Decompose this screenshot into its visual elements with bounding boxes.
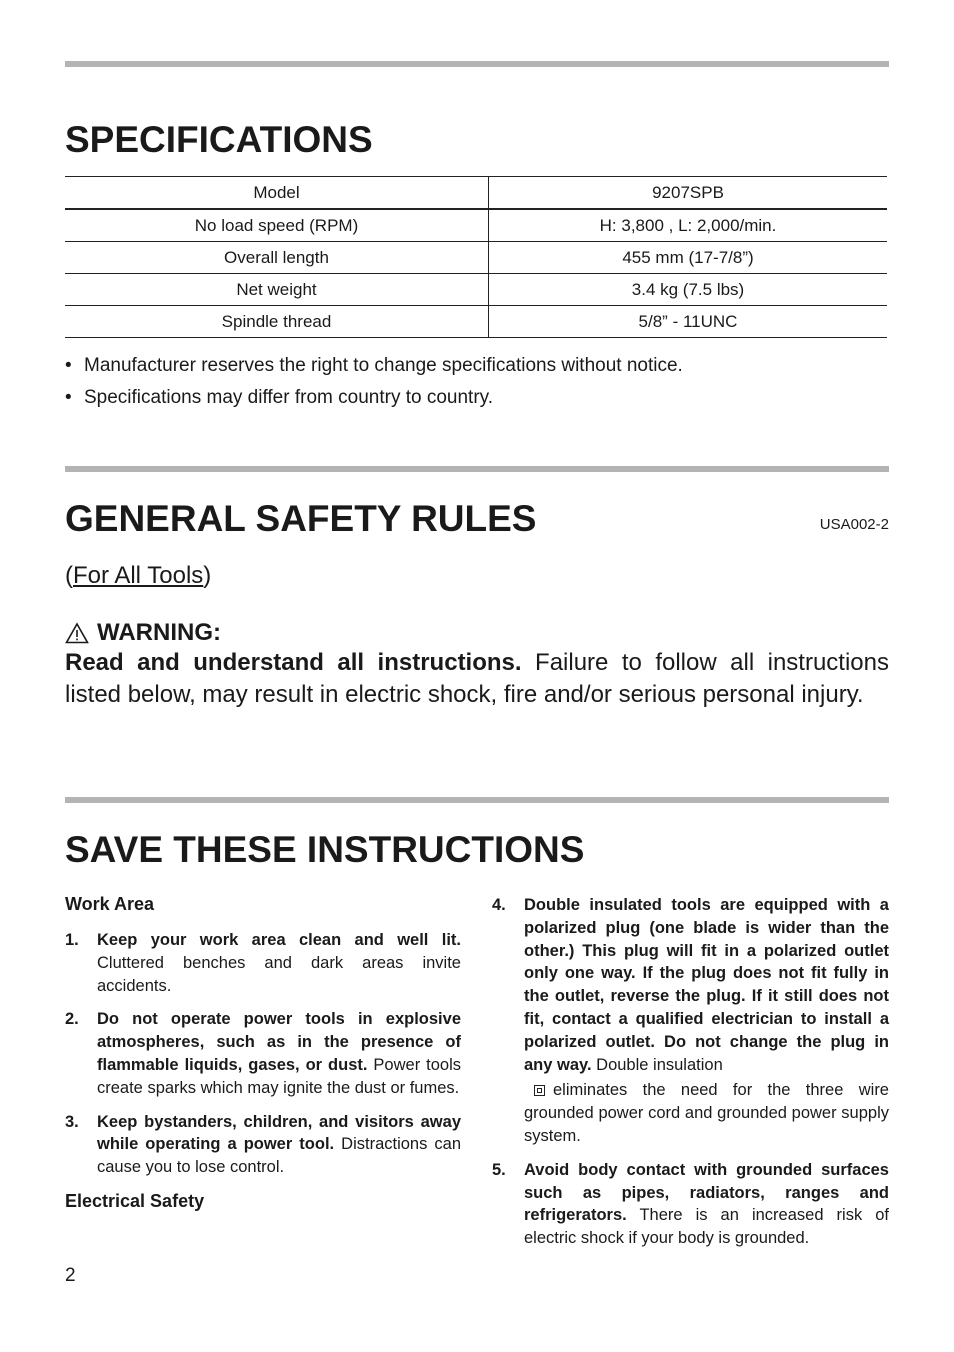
table-row [65,306,887,338]
page-number: 2 [65,1265,76,1286]
specifications-table [65,176,887,338]
document-code: USA002-2 [819,516,889,533]
table-row [65,242,887,274]
list-item-4: 4. Double insulated tools are equipped with a polarized plug (one blade is wider than the other.) This plug will fit in a polarized outlet only one way. If the plug does not fit fully in the outlet, reverse the plug. If it still does not fit, contact a qualified electrician to install a polarized outlet. Do not change the plug in any way. Double insulation eliminates the need for the three wire grounded power cord and grounded power supply system. [492,896,889,1145]
electrical-safety-heading: Electrical Safety [65,1190,205,1211]
spec-label: Overall length [65,242,489,274]
table-row [65,177,887,210]
section-divider-general-safety [65,466,889,472]
bullet: • [65,355,72,376]
spec-value: H: 3,800 , L: 2,000/min. [489,209,888,242]
section-divider-specifications [65,61,889,67]
spec-label: Net weight [65,274,489,306]
section-divider-save-instructions [65,797,889,803]
spec-label: Spindle thread [65,306,489,338]
for-all-tools-subtitle: (For All Tools) [65,562,212,589]
general-safety-title: GENERAL SAFETY RULES [65,498,537,539]
bullet: • [65,387,72,408]
spec-note-1: • Manufacturer reserves the right to change specifications without notice. [65,355,683,376]
save-instructions-title: SAVE THESE INSTRUCTIONS [65,829,585,870]
table-row [65,209,887,242]
list-item-2: 2. Do not operate power tools in explosive atmospheres, such as in the presence of flammable liquids, gases, or dust. Power tools create sparks which may ignite the dust or fumes. [65,1010,461,1097]
spec-note-2: • Specifications may differ from country to country. [65,387,494,408]
list-item-5: 5. Avoid body contact with grounded surfaces such as pipes, radiators, ranges and refrigerators. There is an increased risk of electric shock if your body is grounded. [492,1160,889,1248]
right-column [492,894,889,1261]
table-row [65,274,887,306]
left-column [65,893,461,1226]
spec-value: 3.4 kg (7.5 lbs) [489,274,888,306]
double-insulation-icon [534,1085,545,1096]
list-item-3: 3. Keep bystanders, children, and visitors away while operating a power tool. Distractions can cause you to lose control. [65,1112,461,1177]
warning-triangle-icon [65,622,89,644]
spec-label: No load speed (RPM) [65,209,489,242]
warning-heading: WARNING: [65,619,221,647]
list-item-1: 1. Keep your work area clean and well lit. Cluttered benches and dark areas invite accidents. [65,931,461,995]
specifications-title: SPECIFICATIONS [65,119,373,160]
spec-label: Model [65,177,489,210]
warning-text: Read and understand all instructions. Failure to follow all instructions listed below, may result in electric shock, fire and/or serious personal injury. [65,649,890,708]
spec-value: 455 mm (17-7/8”) [489,242,888,274]
spec-value: 9207SPB [489,177,888,210]
spec-value: 5/8” - 11UNC [489,306,888,338]
work-area-heading: Work Area [65,894,155,914]
